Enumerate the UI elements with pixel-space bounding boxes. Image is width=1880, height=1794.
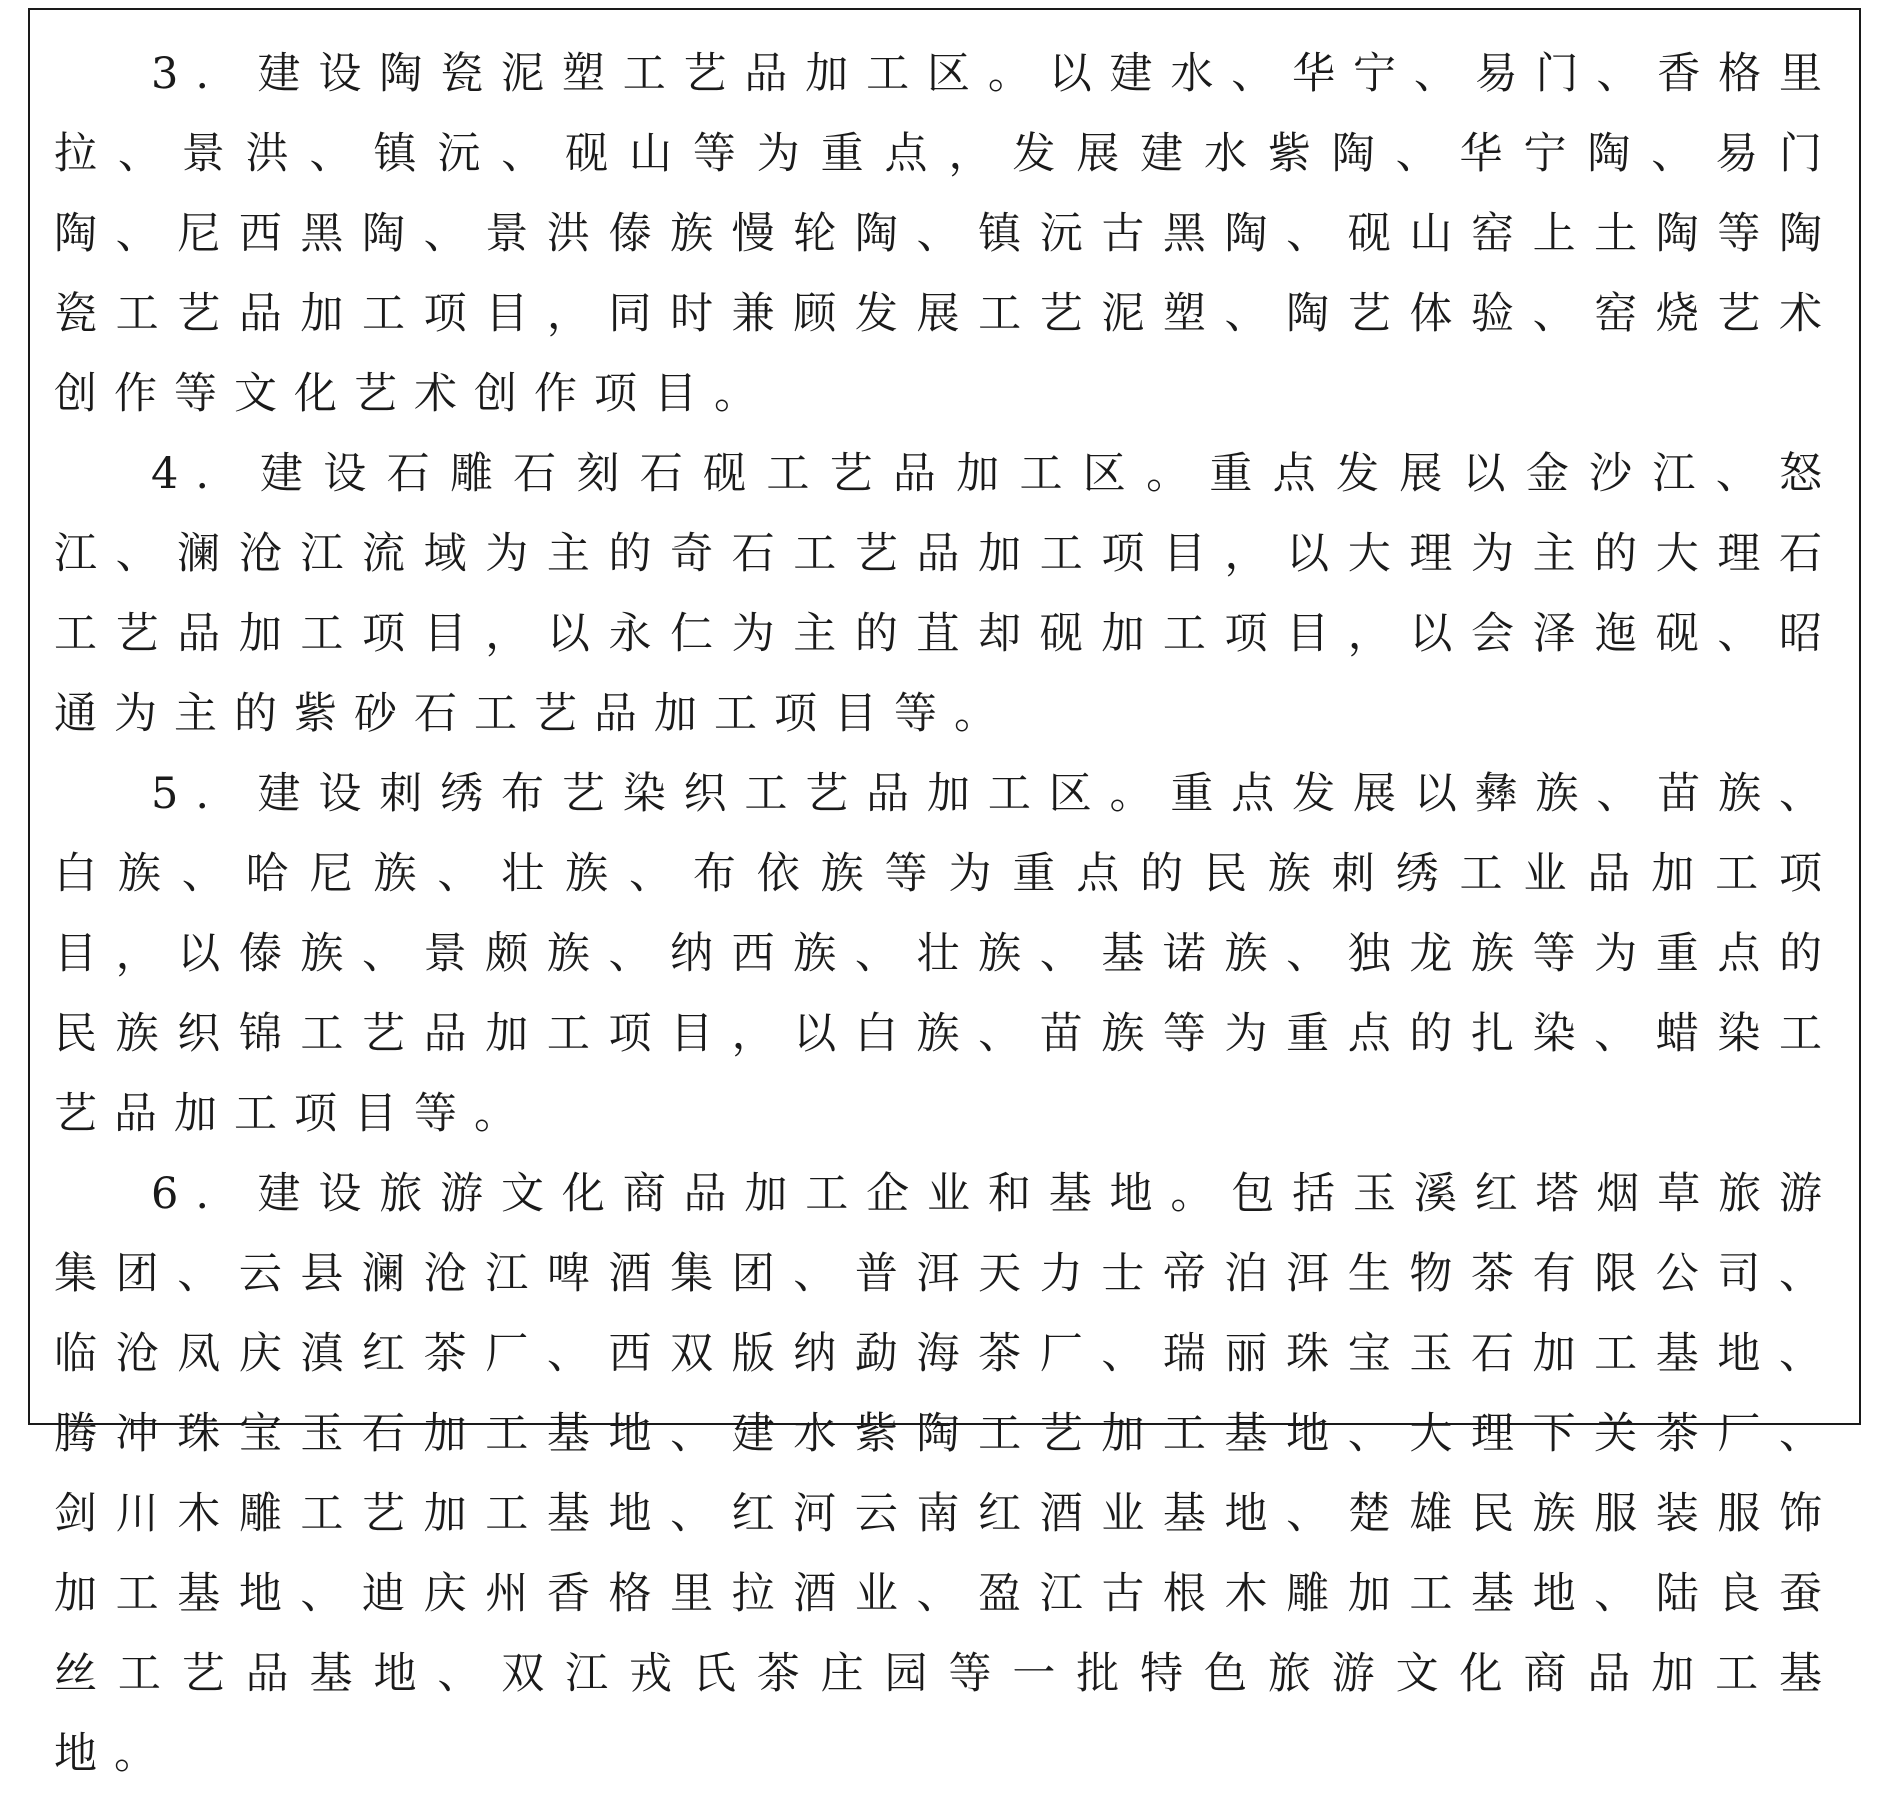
paragraph-tourism-bases: 6. 建设旅游文化商品加工企业和基地。包括玉溪红塔烟草旅游集团、云县澜沧江啤酒集团、普洱天力士帝泊洱生物茶有限公司、临沧凤庆滇红茶厂、西双版纳勐海茶厂、瑞丽珠宝玉石加工基地、腾冲珠宝玉石加工基地、建水紫陶工艺加工基地、大理下关茶厂、剑川木雕工艺加工基地、红河云南红酒业基地、楚雄民族服装服饰加工基地、迪庆州香格里拉酒业、盈江古根木雕加工基地、陆良蚕丝工艺品基地、双江戎氏茶庄园等一批特色旅游文化商品加工基地。: [54, 1169, 1839, 1779]
document-frame: [28, 8, 1861, 1779]
document-body: [54, 34, 1839, 1794]
paragraph-stone-carving: 4. 建设石雕石刻石砚工艺品加工区。重点发展以金沙江、怒江、澜沧江流域为主的奇石工艺品加工项目，以大理为主的大理石工艺品加工项目，以永仁为主的苴却砚加工项目，以会泽迤砚、昭通为主的紫砂石工艺品加工项目等。: [54, 449, 1839, 739]
paragraph-embroidery: 5. 建设刺绣布艺染织工艺品加工区。重点发展以彝族、苗族、白族、哈尼族、壮族、布依族等为重点的民族刺绣工业品加工项目，以傣族、景颇族、纳西族、壮族、基诺族、独龙族等为重点的民族织锦工艺品加工项目，以白族、苗族等为重点的扎染、蜡染工艺品加工项目等。: [54, 769, 1839, 1139]
paragraph-ceramics: 3. 建设陶瓷泥塑工艺品加工区。以建水、华宁、易门、香格里拉、景洪、镇沅、砚山等为重点，发展建水紫陶、华宁陶、易门陶、尼西黑陶、景洪傣族慢轮陶、镇沅古黑陶、砚山窑上土陶等陶瓷工艺品加工项目，同时兼顾发展工艺泥塑、陶艺体验、窑烧艺术创作等文化艺术创作项目。: [54, 49, 1839, 419]
